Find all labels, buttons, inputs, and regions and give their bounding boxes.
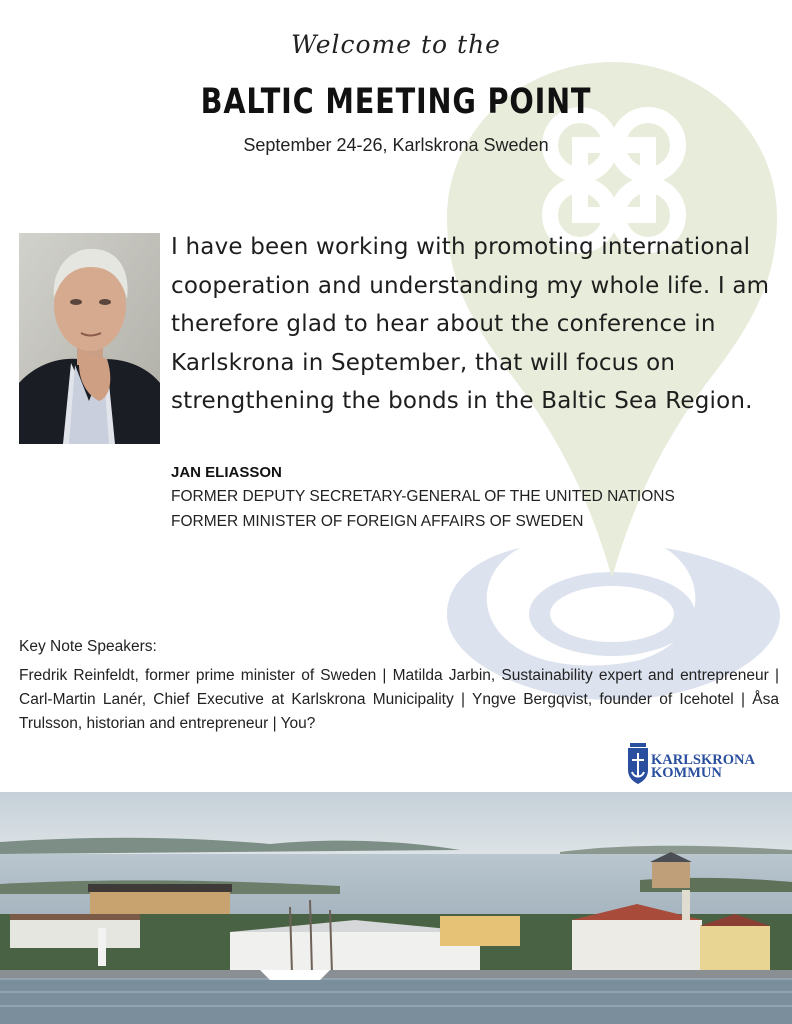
- logo-line-2: KOMMUN: [651, 764, 722, 781]
- keynote-heading: Key Note Speakers:: [19, 638, 157, 655]
- speaker-role-2: FORMER MINISTER OF FOREIGN AFFAIRS OF SWEDEN: [171, 513, 584, 530]
- welcome-heading: Welcome to the: [291, 30, 501, 59]
- speaker-photo: [19, 233, 160, 444]
- logo-line-1: KARLSKRONA: [651, 752, 755, 768]
- speaker-name: JAN ELIASSON: [171, 464, 282, 481]
- crest-icon: [628, 743, 648, 784]
- logo-text: [651, 754, 755, 779]
- event-dates: September 24-26, Karlskrona Sweden: [243, 135, 549, 155]
- harbor-photo: [0, 792, 792, 1024]
- event-title: BALTIC MEETING POINT: [200, 82, 592, 122]
- speaker-role-1: FORMER DEPUTY SECRETARY-GENERAL OF THE UNITED NATIONS: [171, 488, 675, 505]
- speaker-quote: I have been working with promoting international cooperation and understanding my whole life. I am therefore glad to hear about the conference in Karlskrona in September, that will focus on strengthening the bonds in the Baltic Sea Region.: [171, 234, 770, 414]
- keynote-speakers-list: Fredrik Reinfeldt, former prime minister of Sweden | Matilda Jarbin, Sustainability expert and entrepreneur | Carl-Martin Lanér, Chief Executive at Karlskrona Municipality | Yngve Bergqvist, founder of Icehotel | Åsa Trulsson, historian and entrepreneur | You?: [19, 667, 779, 732]
